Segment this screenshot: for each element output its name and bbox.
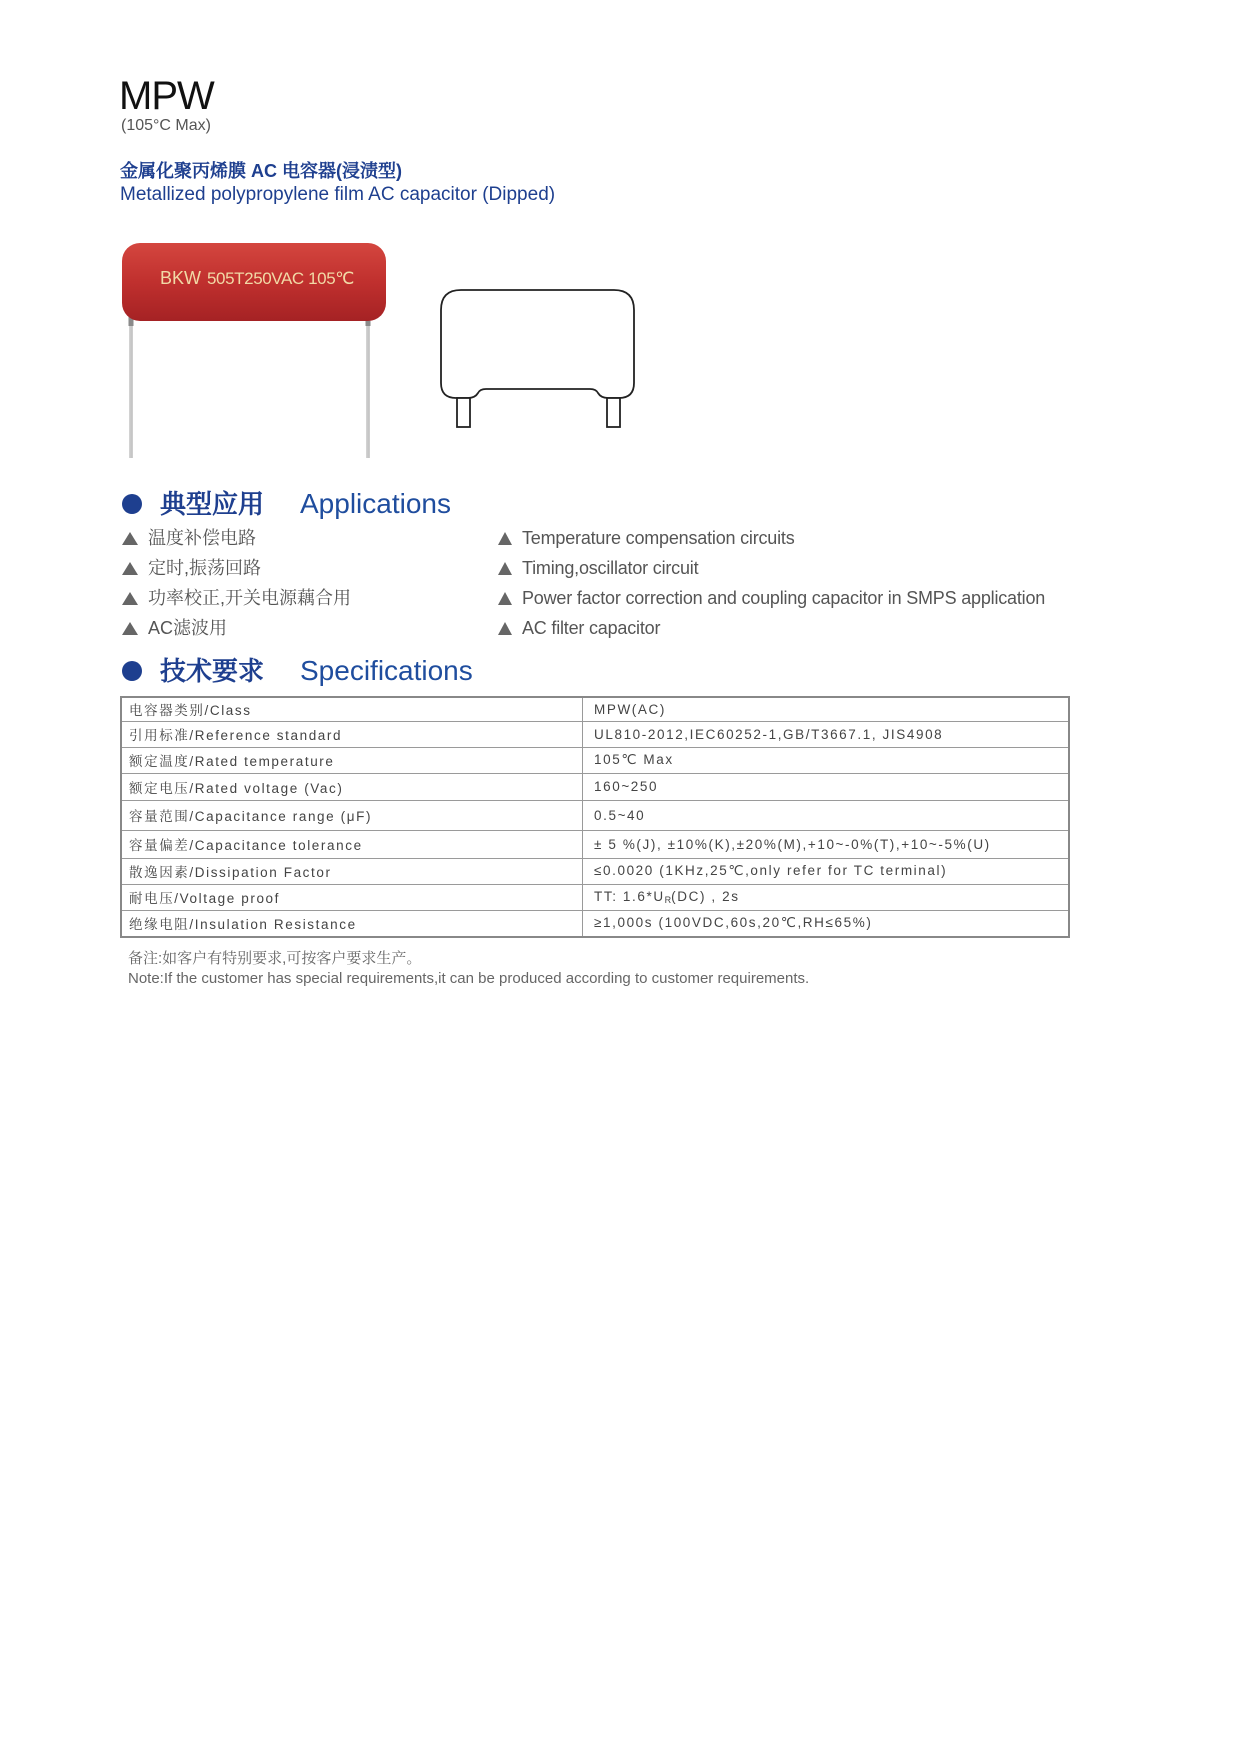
application-cn: 温度补偿电路 xyxy=(148,528,256,548)
note-cn: 备注:如客户有特别要求,可按客户要求生产。 xyxy=(128,950,422,967)
application-cn: AC滤波用 xyxy=(148,618,228,638)
spec-label: 容量范围/Capacitance range (μF) xyxy=(121,800,583,830)
spec-value: 105℃ Max xyxy=(583,747,1070,773)
spec-label: 电容器类别/Class xyxy=(121,697,583,721)
spec-value: 160~250 xyxy=(583,773,1070,800)
triangle-bullet-icon xyxy=(122,562,138,575)
spec-row-rated-voltage xyxy=(121,773,1069,800)
spec-label: 绝缘电阻/Insulation Resistance xyxy=(121,910,583,937)
list-item xyxy=(120,613,1100,643)
marking-brand: BKW xyxy=(160,268,202,288)
application-en: Temperature compensation circuits xyxy=(522,528,795,548)
spec-value-subscript: R xyxy=(664,895,672,905)
list-item xyxy=(120,553,1100,583)
applications-heading xyxy=(120,486,720,522)
spec-value: ≤0.0020 (1KHz,25℃,only refer for TC terminal) xyxy=(583,858,1070,884)
lead-left xyxy=(130,308,133,458)
applications-list xyxy=(120,523,1100,643)
bullet-icon xyxy=(122,494,142,514)
note-en: Note:If the customer has special requirements,it can be produced according to customer requirements. xyxy=(128,970,810,987)
outline-body xyxy=(441,290,634,398)
application-cn: 定时,振荡回路 xyxy=(148,558,262,578)
spec-value xyxy=(583,884,1070,910)
spec-label: 额定温度/Rated temperature xyxy=(121,747,583,773)
outline-drawing xyxy=(436,285,641,433)
spec-row-reference-standard xyxy=(121,721,1069,747)
specifications-table xyxy=(120,696,1070,938)
specifications-heading xyxy=(120,653,720,689)
applications-heading-cn: 典型应用 xyxy=(160,489,265,519)
spec-row-capacitance-tolerance xyxy=(121,830,1069,858)
marking-code: 505T250VAC 105℃ xyxy=(207,269,354,288)
spec-value-main: TT: 1.6*U xyxy=(594,889,665,904)
spec-row-insulation-resistance xyxy=(121,910,1069,937)
spec-row-dissipation-factor xyxy=(121,858,1069,884)
specifications-heading-en: Specifications xyxy=(300,655,473,686)
spec-row-rated-temperature xyxy=(121,747,1069,773)
outline-pin-left xyxy=(457,398,470,427)
spec-value-suffix: (DC) , 2s xyxy=(671,889,740,904)
spec-value: ≥1,000s (100VDC,60s,20℃,RH≤65%) xyxy=(583,910,1070,937)
spec-value: ± 5 %(J), ±10%(K),±20%(M),+10~-0%(T),+10~-5%(U) xyxy=(583,830,1070,858)
list-item xyxy=(120,583,1100,613)
temperature-rating: (105°C Max) xyxy=(121,117,211,134)
list-item xyxy=(120,523,1100,553)
application-en: AC filter capacitor xyxy=(522,618,661,638)
specifications-heading-cn: 技术要求 xyxy=(160,656,265,686)
applications-heading-en: Applications xyxy=(300,488,451,519)
spec-row-voltage-proof xyxy=(121,884,1069,910)
application-en: Timing,oscillator circuit xyxy=(522,558,699,578)
spec-row-capacitance-range xyxy=(121,800,1069,830)
spec-label: 额定电压/Rated voltage (Vac) xyxy=(121,773,583,800)
spec-value: 0.5~40 xyxy=(583,800,1070,830)
application-en: Power factor correction and coupling capacitor in SMPS application xyxy=(522,588,1046,608)
bullet-icon xyxy=(122,661,142,681)
spec-label: 耐电压/Voltage proof xyxy=(121,884,583,910)
triangle-bullet-icon xyxy=(498,562,512,575)
product-name-en: Metallized polypropylene film AC capacitor (Dipped) xyxy=(120,184,556,205)
capacitor-photo xyxy=(118,238,393,463)
triangle-bullet-icon xyxy=(498,532,512,545)
spec-label: 容量偏差/Capacitance tolerance xyxy=(121,830,583,858)
triangle-bullet-icon xyxy=(498,592,512,605)
product-name-cn: 金属化聚丙烯膜 AC 电容器(浸渍型) xyxy=(120,161,402,181)
triangle-bullet-icon xyxy=(122,622,138,635)
lead-right xyxy=(367,308,370,458)
spec-value: UL810-2012,IEC60252-1,GB/T3667.1, JIS4908 xyxy=(583,721,1070,747)
outline-pin-right xyxy=(607,398,620,427)
spec-label: 引用标准/Reference standard xyxy=(121,721,583,747)
triangle-bullet-icon xyxy=(498,622,512,635)
application-cn: 功率校正,开关电源藕合用 xyxy=(148,588,351,608)
spec-value: MPW(AC) xyxy=(583,697,1070,721)
spec-row-class xyxy=(121,697,1069,721)
triangle-bullet-icon xyxy=(122,592,138,605)
product-title: MPW xyxy=(119,74,214,118)
triangle-bullet-icon xyxy=(122,532,138,545)
spec-label: 散逸因素/Dissipation Factor xyxy=(121,858,583,884)
